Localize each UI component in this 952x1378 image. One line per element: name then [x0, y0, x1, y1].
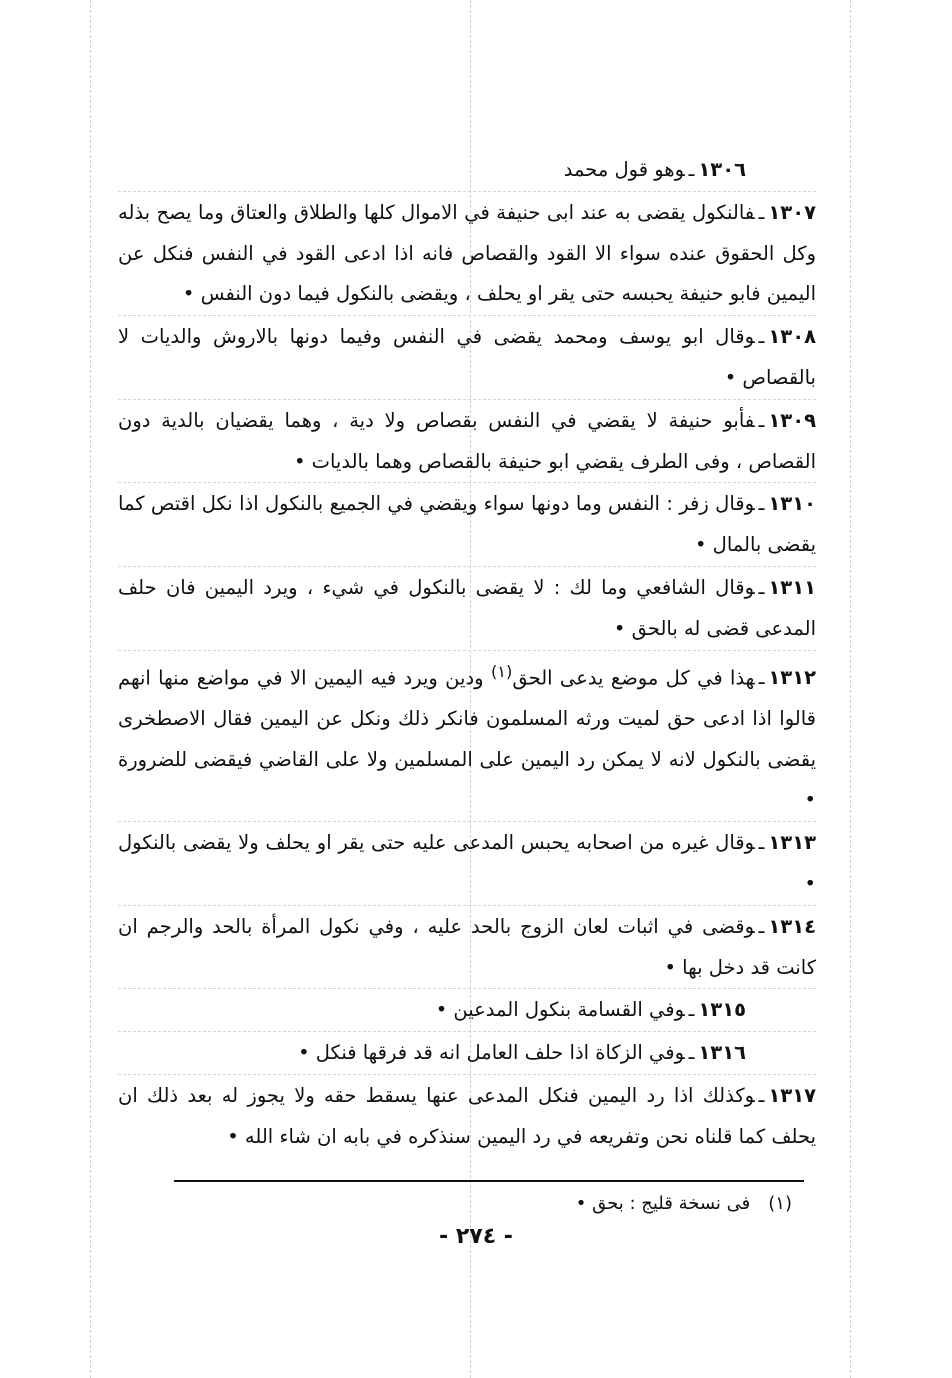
paragraph-1316	[118, 1031, 816, 1074]
page-number: - ٢٧٤ -	[439, 1224, 513, 1249]
dash: ـ	[758, 666, 765, 690]
paragraph-1314	[118, 905, 816, 989]
paragraph-number: ١٣١٥	[698, 998, 746, 1022]
paragraph-1313	[118, 821, 816, 905]
paragraph-text: وفي الزكاة اذا حلف العامل انه قد فرقها فنكل •	[298, 1041, 685, 1065]
dash: ـ	[758, 1084, 765, 1108]
dash: ـ	[758, 325, 765, 349]
paragraph-1315	[118, 988, 816, 1031]
paragraph-1317	[118, 1074, 816, 1158]
paragraph-text: وقال ابو يوسف ومحمد يقضى في النفس وفيما دونها بالاروش والديات لا بالقصاص •	[118, 325, 816, 389]
scan-guide-line	[850, 0, 851, 1378]
dash: ـ	[758, 914, 765, 938]
paragraph-1312	[118, 650, 816, 822]
paragraph-1306	[118, 150, 816, 191]
footnote-reference: (١)	[490, 661, 513, 681]
paragraph-text: فالنكول يقضى به عند ابى حنيفة في الاموال كلها والطلاق والعتاق وما يصح بذله وكل الحقوق عنده سواء الا القود والقصاص فانه اذا ادعى القود في النفس فنكل عن اليمين فابو حنيفة يحبسه حتى يقر او يحلف ، ويقضى بالنكول فيما دون النفس •	[118, 200, 816, 306]
paragraph-1311	[118, 566, 816, 650]
dash: ـ	[758, 831, 765, 855]
footnote-text: فى نسخة قليج : بحق •	[575, 1193, 751, 1214]
paragraph-number: ١٣١٠	[768, 492, 816, 516]
dash: ـ	[758, 200, 765, 224]
dash: ـ	[758, 575, 765, 599]
paragraph-number: ١٣١٣	[768, 831, 816, 855]
paragraph-number: ١٣١٢	[768, 666, 817, 690]
paragraph-text-continued: ودين ويرد فيه اليمين الا في مواضع منها انهم قالوا اذا ادعى حق لميت ورثه المسلمون فانكر ذلك ونكل عن اليمين فقال الاصطخرى يقضى بالنكول لانه لا يمكن رد اليمين على المسلمين ولا على القاضي فيقضى للضرورة •	[118, 666, 816, 812]
paragraph-text: وكذلك اذا رد اليمين فنكل المدعى عنها يسقط حقه ولا يجوز له بعد ذلك ان يحلف كما قلناه نحن وتفريعه في رد اليمين سنذكره في بابه ان شاء الله •	[118, 1084, 816, 1148]
paragraph-number: ١٣٠٦	[698, 158, 746, 181]
paragraph-text: وقضى في اثبات لعان الزوج بالحد عليه ، وفي نكول المرأة بالحد والرجم ان كانت قد دخل بها •	[118, 914, 816, 979]
dash: ـ	[688, 998, 695, 1022]
paragraph-text: وقال زفر : النفس وما دونها سواء ويقضي في الجميع بالنكول اذا نكل اقتص كما يقضى بالمال •	[118, 492, 816, 557]
paragraph-1307	[118, 191, 816, 315]
paragraph-text: وهو قول محمد	[563, 158, 685, 181]
paragraph-1309	[118, 399, 816, 483]
paragraph-number: ١٣١١	[768, 575, 816, 599]
paragraph-number: ١٣١٧	[768, 1084, 816, 1108]
dash: ـ	[758, 408, 765, 432]
page-body	[118, 150, 816, 1158]
paragraph-number: ١٣١٤	[768, 914, 816, 938]
dash: ـ	[688, 1041, 695, 1065]
paragraph-text: وقال الشافعي وما لك : لا يقضى بالنكول في شيء ، ويرد اليمين فان حلف المدعى قضى له بالحق •	[118, 575, 816, 640]
footnote-marker: (١)	[768, 1193, 792, 1214]
footnote-divider	[174, 1180, 804, 1182]
paragraph-text: وفي القسامة بنكول المدعين •	[435, 998, 685, 1022]
paragraph-number: ١٣١٦	[698, 1041, 746, 1065]
paragraph-1310	[118, 482, 816, 566]
paragraph-text: فأبو حنيفة لا يقضي في النفس بقصاص ولا دية ، وهما يقضيان بالدية دون القصاص ، وفى الطرف يقضي ابو حنيفة بالقصاص وهما بالديات •	[118, 408, 816, 473]
footnote	[576, 1190, 792, 1218]
paragraph-number: ١٣٠٨	[768, 325, 816, 349]
scan-guide-line	[90, 0, 91, 1378]
paragraph-text: وقال غيره من اصحابه يحبس المدعى عليه حتى يقر او يحلف ولا يقضى بالنكول •	[118, 831, 816, 896]
paragraph-number: ١٣٠٩	[768, 408, 816, 432]
paragraph-text: هذا في كل موضع يدعى الحق	[512, 666, 755, 690]
dash: ـ	[688, 158, 695, 181]
paragraph-1308	[118, 315, 816, 399]
paragraph-number: ١٣٠٧	[768, 200, 816, 224]
dash: ـ	[758, 492, 765, 516]
